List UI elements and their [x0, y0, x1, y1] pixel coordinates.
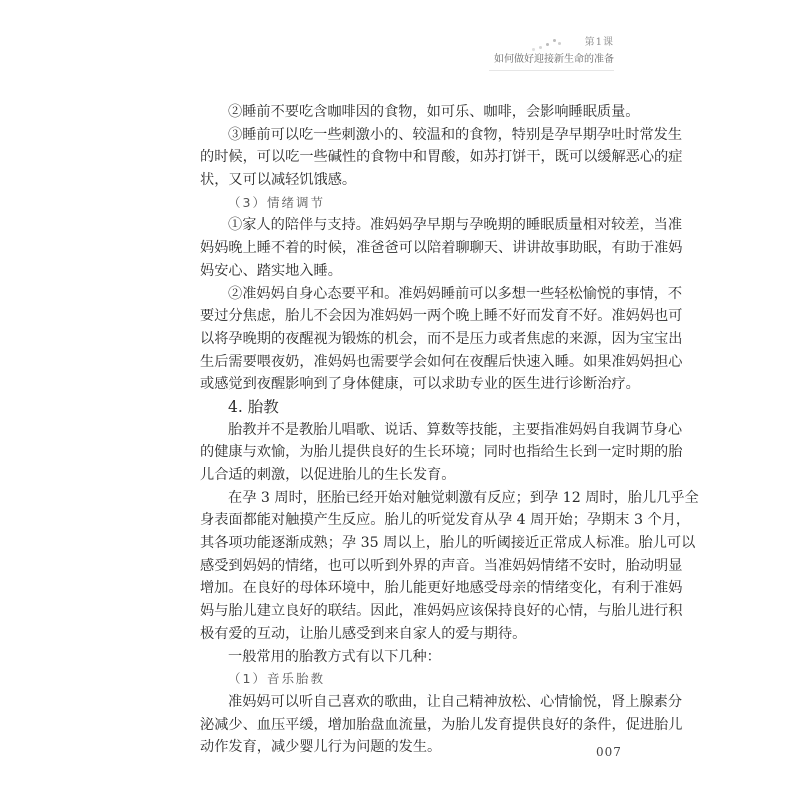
text-line: 或感觉到夜醒影响到了身体健康，可以求助专业的医生进行诊断治疗。: [200, 376, 640, 393]
running-header: [489, 36, 614, 71]
text-line: ②睡前不要吃含咖啡因的食物，如可乐、咖啡，会影响睡眠质量。: [228, 104, 640, 120]
text-line: 感受到妈妈的情绪，也可以听到外界的声音。当准妈妈情绪不安时，胎动明显: [200, 557, 683, 574]
text-line: ①家人的陪伴与支持。准妈妈孕早期与孕晚期的睡眠质量相对较差，当准: [228, 217, 683, 234]
text-line: 的健康与欢愉，为胎儿提供良好的生长环境；同时也指给生长到一定时期的胎: [200, 444, 683, 461]
lesson-number: 第1课: [584, 37, 614, 48]
decorative-dots-icon: [532, 38, 562, 52]
text-line: 极有爱的互动，让胎儿感受到来自家人的爱与期待。: [200, 625, 527, 642]
text-line: 以将孕晚期的夜醒视为锻炼的机会，而不是压力或者焦虑的来源，因为宝宝出: [200, 330, 683, 347]
subsection-heading: [200, 192, 616, 215]
text-line: 妈妈晚上睡不着的时候，准爸爸可以陪着聊聊天、讲讲故事助眠，有助于准妈: [200, 240, 683, 257]
text-line: 4. 胎教: [228, 397, 279, 416]
text-line: （1）音乐胎教: [228, 671, 325, 687]
chapter-title: 如何做好迎接新生命的准备: [494, 54, 614, 65]
text-line: 动作发育，减少婴儿行为问题的发生。: [200, 739, 442, 756]
text-line: 妈与胎儿建立良好的联结。因此，准妈妈应该保持良好的心情，与胎儿进行积: [200, 603, 683, 620]
text-line: 增加。在良好的母体环境中，胎儿能更好地感受母亲的情绪变化，有利于准妈: [200, 580, 683, 597]
paragraph: [200, 646, 616, 669]
paragraph: [200, 101, 640, 124]
paragraph: [200, 691, 683, 759]
page-number: 007: [596, 745, 622, 759]
paragraph: [200, 283, 683, 396]
section-heading: [200, 396, 616, 419]
text-line: 要过分焦虑，胎儿不会因为准妈妈一两个晚上睡不好而发育不好。准妈妈也可: [200, 308, 683, 325]
paragraph: [200, 214, 683, 282]
paragraph: [200, 487, 699, 646]
text-line: 在孕 3 周时，胚胎已经开始对触觉刺激有反应；到孕 12 周时，胎儿几乎全: [228, 489, 699, 506]
text-line: 身表面都能对触摸产生反应。胎儿的听觉发育从孕 4 周开始；孕期末 3 个月，: [200, 512, 691, 529]
text-line: 泌减少、血压平缓，增加胎盘血流量，为胎儿发育提供良好的条件，促进胎儿: [200, 716, 683, 733]
text-line: ②准妈妈自身心态要平和。准妈妈睡前可以多想一些轻松愉悦的事情，不: [228, 285, 683, 302]
text-line: （3）情绪调节: [228, 194, 325, 210]
text-line: 一般常用的胎教方式有以下几种：: [228, 648, 441, 665]
text-line: 准妈妈可以听自己喜欢的歌曲，让自己精神放松、心情愉悦，肾上腺素分: [228, 693, 683, 710]
page-body: [200, 101, 699, 759]
subsection-heading: [200, 668, 616, 691]
header-divider: [489, 70, 614, 71]
text-line: 胎教并不是教胎儿唱歌、说话、算数等技能，主要指准妈妈自我调节身心: [228, 421, 683, 438]
text-line: 妈安心、踏实地入睡。: [200, 262, 342, 279]
text-line: 状，又可以减轻饥饿感。: [200, 172, 357, 189]
text-line: ③睡前可以吃一些刺激小的、较温和的食物，特别是孕早期孕吐时常发生: [228, 126, 683, 143]
text-line: 其各项功能逐渐成熟；孕 35 周以上，胎儿的听阈接近正常成人标准。胎儿可以: [200, 535, 696, 552]
text-line: 的时候，可以吃一些碱性的食物中和胃酸，如苏打饼干，既可以缓解恶心的症: [200, 149, 683, 166]
text-line: 儿合适的刺激，以促进胎儿的生长发育。: [200, 467, 456, 483]
paragraph: [200, 124, 683, 192]
paragraph: [200, 419, 683, 487]
text-line: 生后需要喂夜奶，准妈妈也需要学会如何在夜醒后快速入睡。如果准妈妈担心: [200, 353, 683, 370]
